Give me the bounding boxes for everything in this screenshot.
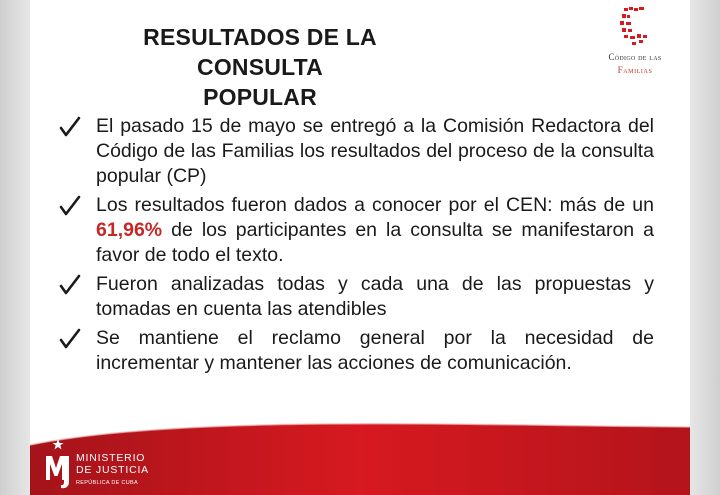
codigo-familias-logo: [590, 6, 680, 86]
highlight-percentage: 61,96%: [96, 219, 163, 241]
bullet-item: [54, 272, 654, 322]
slide-title-line1: RESULTADOS DE LA CONSULTA: [143, 24, 377, 80]
ministry-line2: DE JUSTICIA: [76, 464, 149, 476]
logo-text-line1: Código de las: [608, 52, 662, 62]
bullet-text: El pasado 15 de mayo se entregó a la Comisión Redactora del Código de las Familias los resultados del proceso de la consulta popular (CP): [96, 115, 654, 187]
bullet-item: [54, 326, 654, 376]
checkmark-icon: [58, 194, 82, 218]
bullet-text: Fueron analizadas todas y cada una de las propuestas y tomadas en cuenta las atendibles: [96, 273, 654, 320]
ministry-line1: MINISTERIO: [76, 452, 146, 464]
logo-text-line2: Familias: [617, 65, 653, 75]
checkmark-icon: [58, 115, 82, 139]
slide: [30, 0, 690, 495]
codigo-familias-logo-icon: [618, 6, 652, 50]
checkmark-icon: [58, 327, 82, 351]
bullet-item: [54, 114, 654, 189]
ministerio-justicia-logo: [42, 438, 192, 490]
bullet-item: [54, 193, 654, 268]
bullet-text-before: Los resultados fueron dados a conocer por el CEN: más de un: [96, 194, 654, 216]
ministry-subtitle: REPÚBLICA DE CUBA: [76, 480, 138, 486]
bullet-text: Se mantiene el reclamo general por la necesidad de incrementar y mantener las acciones de comunicación.: [96, 327, 654, 374]
left-page-edge: [0, 0, 30, 495]
mj-logo-icon: [42, 438, 74, 490]
checkmark-icon: [58, 273, 82, 297]
bullet-text-after: de los participantes en la consulta se manifestaron a favor de todo el texto.: [96, 219, 654, 266]
ministry-name: [76, 452, 149, 476]
right-page-edge: [690, 0, 720, 495]
bullet-list: [54, 114, 654, 380]
bullet-text: [96, 193, 654, 268]
slide-title: [90, 22, 430, 112]
slide-title-line2: POPULAR: [203, 84, 317, 110]
